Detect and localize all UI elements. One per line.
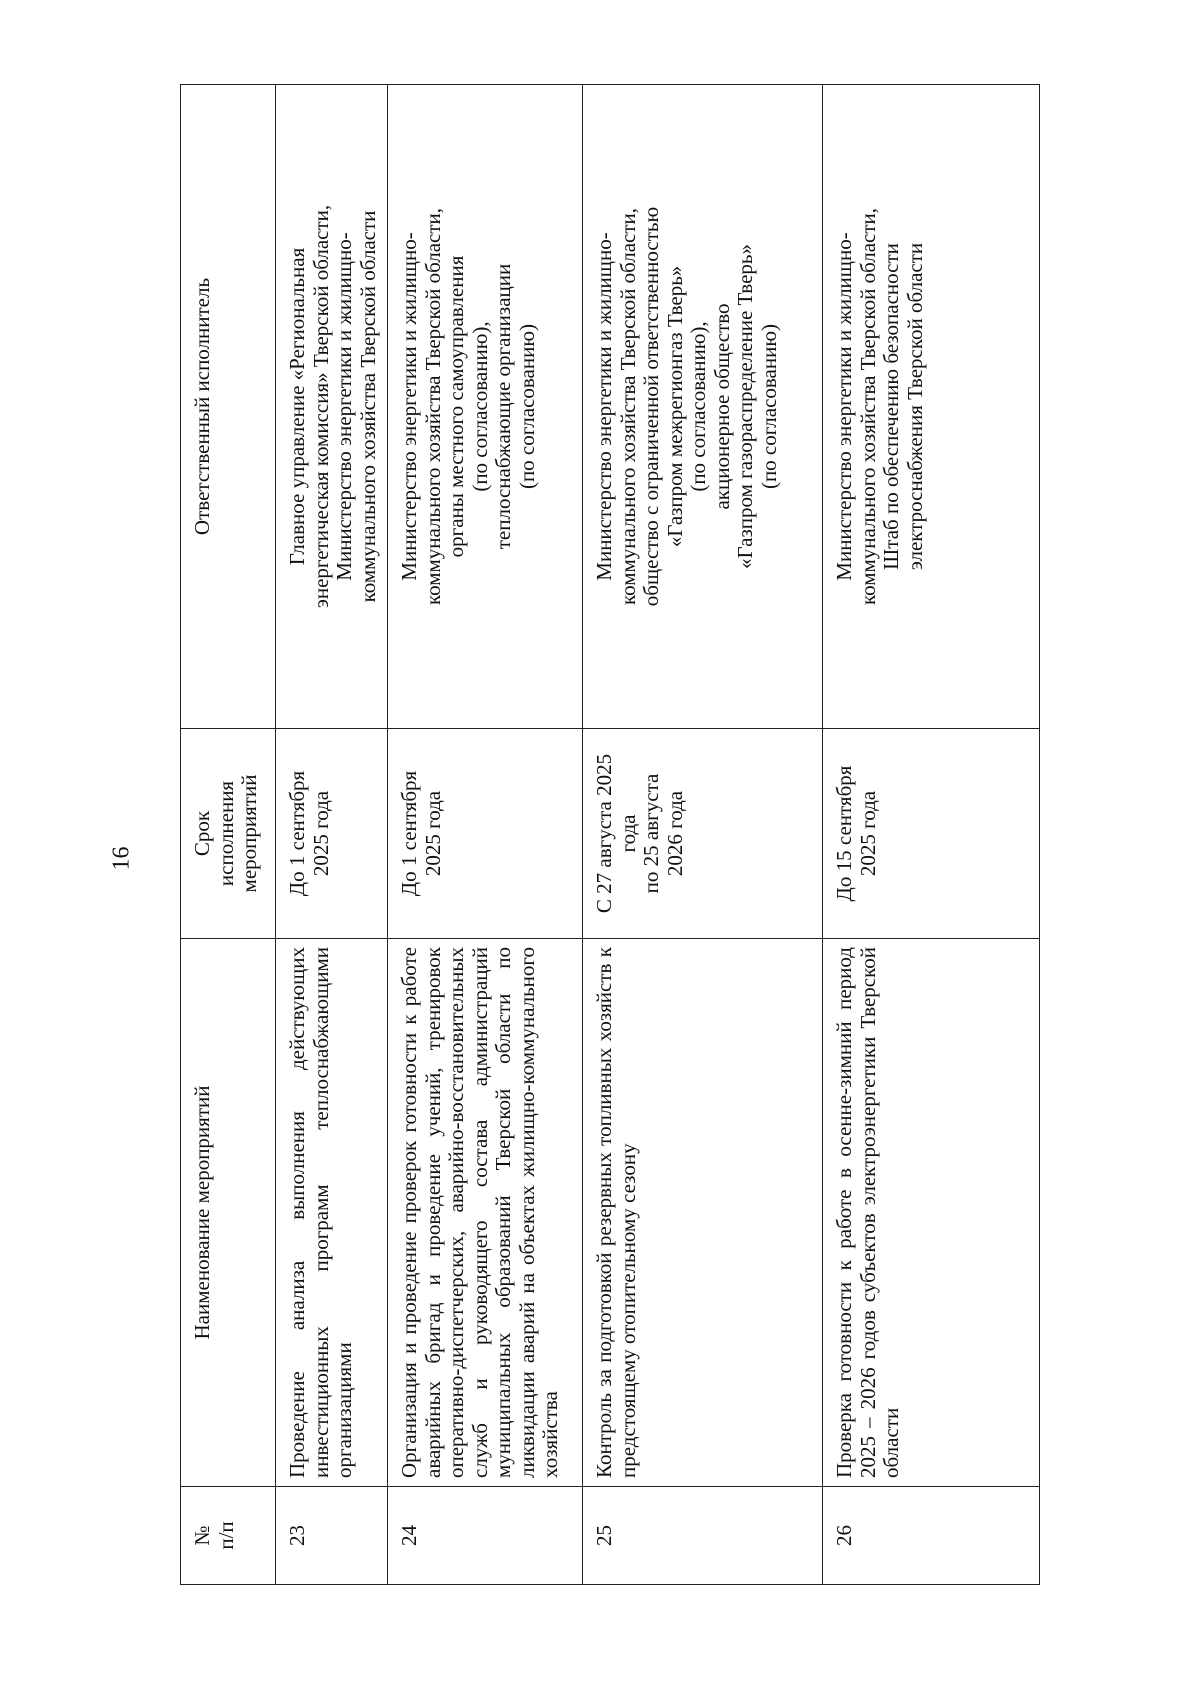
row-executor: Главное управление «Региональная энергетическая комиссия» Тверской области, Министерство энергетики и жилищно- коммунального хозяйства Тверской области xyxy=(276,85,388,729)
header-name: Наименование мероприятий xyxy=(181,939,276,1487)
row-deadline: До 15 сентября 2025 года xyxy=(823,729,1040,939)
row-measure-name: Проверка готовности к работе в осенне-зимний период 2025 – 2026 годов субъектов электроэнергетики Тверской области xyxy=(823,939,1040,1487)
header-number: № п/п xyxy=(181,1487,276,1585)
table-row xyxy=(276,85,388,1585)
table-row xyxy=(583,85,823,1585)
page-number: 16 xyxy=(108,846,135,871)
table-row xyxy=(388,85,583,1585)
header-executor: Ответственный исполнитель xyxy=(181,85,276,729)
row-number: 24 xyxy=(388,1487,583,1585)
document-table-container xyxy=(180,85,1040,1585)
row-executor: Министерство энергетики и жилищно- коммунального хозяйства Тверской области, Штаб по обеспечению безопасности электроснабжения Тверской области xyxy=(823,85,1040,729)
row-executor: Министерство энергетики и жилищно- коммунального хозяйства Тверской области, органы местного самоуправления (по согласованию), теплоснабжающие организации (по согласованию) xyxy=(388,85,583,729)
row-deadline: До 1 сентября 2025 года xyxy=(276,729,388,939)
row-measure-name: Проведение анализа выполнения действующих инвестиционных программ теплоснабжающими организациями xyxy=(276,939,388,1487)
row-deadline: С 27 августа 2025 года по 25 августа 2026 года xyxy=(583,729,823,939)
table-header-row xyxy=(181,85,276,1585)
row-number: 23 xyxy=(276,1487,388,1585)
table-row xyxy=(823,85,1040,1585)
row-measure-name: Организация и проведение проверок готовности к работе аварийных бригад и проведение учений, тренировок оперативно-диспетчерских, аварийно-восстановительных служб и руководящего состава администраций муниципальных образований Тверской области по ликвидации аварий на объектах жилищно-коммунального хозяйства xyxy=(388,939,583,1487)
row-number: 26 xyxy=(823,1487,1040,1585)
row-deadline: До 1 сентября 2025 года xyxy=(388,729,583,939)
header-deadline: Срок исполнения мероприятий xyxy=(181,729,276,939)
measures-table xyxy=(180,84,1040,1585)
row-measure-name: Контроль за подготовкой резервных топливных хозяйств к предстоящему отопительному сезону xyxy=(583,939,823,1487)
row-number: 25 xyxy=(583,1487,823,1585)
row-executor: Министерство энергетики и жилищно- коммунального хозяйства Тверской области, общество с ограниченной ответственностью «Газпром межрегионгаз Тверь» (по согласованию), акционерное общество «Газпром газораспределение Тверь» (по согласованию) xyxy=(583,85,823,729)
